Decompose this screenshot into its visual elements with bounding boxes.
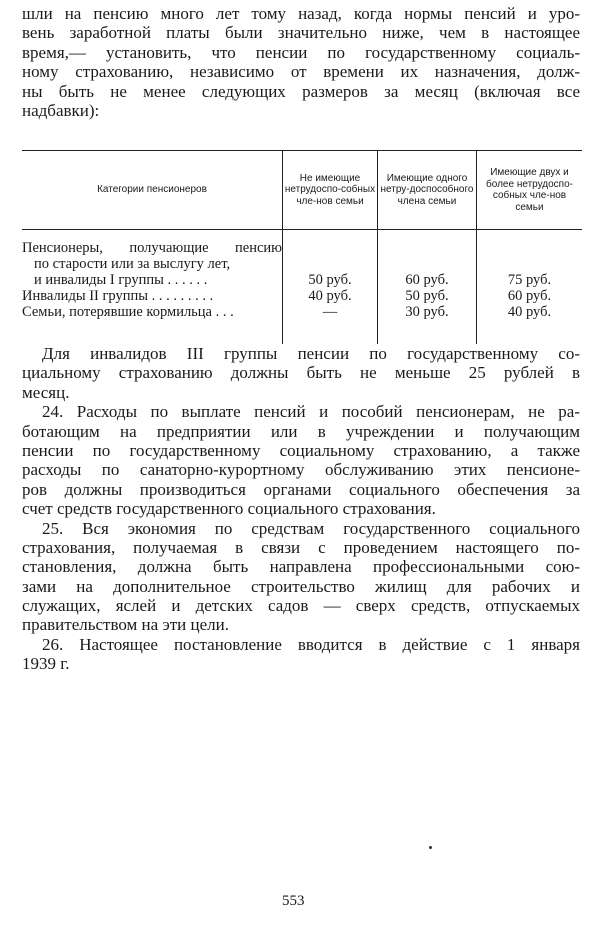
value-column-2	[378, 230, 477, 345]
text-line: расходы по санаторно-курортному обслуживанию этих пенсионе-	[22, 460, 580, 480]
text-line: ботающим на предприятии или в учреждении и получающим	[22, 421, 580, 441]
text-line: ров должны производиться органами социального обеспечения за	[22, 479, 580, 499]
text-line: 1939 г.	[22, 654, 70, 674]
value-column-1	[283, 230, 378, 345]
pension-amount: 40 руб.	[507, 304, 552, 320]
text-line: ны быть не менее следующих размеров за месяц (включая все	[22, 81, 580, 101]
text-line: становления, должна быть направлена профессиональными сою-	[22, 557, 580, 577]
table-body-row	[22, 230, 582, 345]
text-line: служащих, яслей и детских садов — сверх средств, отпускаемых	[22, 596, 580, 616]
pension-amount: 60 руб.	[507, 288, 552, 304]
pension-amount: 40 руб.	[308, 288, 352, 304]
category-line: и инвалиды I группы . . . . . .	[34, 272, 208, 288]
intro-paragraph	[22, 4, 580, 120]
pension-amount: 30 руб.	[405, 304, 449, 320]
print-speck	[429, 846, 432, 849]
value-column-3	[477, 230, 583, 345]
text-line: месяц.	[22, 382, 70, 402]
text-line: 26. Настоящее постановление вводится в действие с 1 января	[42, 634, 580, 654]
category-line: Семьи, потерявшие кормильца . . .	[22, 304, 234, 320]
pension-amount: —	[322, 304, 338, 320]
text-line: время,— установить, что пенсии по государственному социаль-	[22, 42, 580, 62]
header-category: Категории пенсионеров	[22, 151, 283, 230]
category-cell	[22, 230, 283, 345]
header-one-dependent: Имеющие одного нетру-доспособного члена семьи	[378, 151, 477, 230]
text-line: вень заработной платы были значительно ниже, чем в настоящее	[22, 23, 580, 43]
text-line: шли на пенсию много лет тому назад, когда нормы пенсий и уро-	[22, 4, 580, 23]
text-line: 25. Вся экономия по средствам государственного социального	[42, 518, 580, 538]
text-line: страхования, получаемая в связи с проведением настоящего по-	[22, 537, 580, 557]
body-paragraphs	[22, 344, 580, 674]
text-line: циальному страхованию должны быть не меньше 25 рублей в	[22, 363, 580, 383]
text-line: ному страхованию, независимо от времени их назначения, долж-	[22, 62, 580, 82]
pension-amount: 75 руб.	[507, 272, 552, 288]
pension-amount: 50 руб.	[405, 288, 449, 304]
pension-table	[22, 150, 582, 344]
text-line: Для инвалидов III группы пенсии по государственному со-	[42, 344, 580, 363]
category-line: по старости или за выслугу лет,	[34, 256, 231, 272]
text-line: 24. Расходы по выплате пенсий и пособий пенсионерам, не ра-	[42, 402, 580, 422]
header-two-plus-dependents: Имеющие двух и более нетрудоспо-собных чле-нов семьи	[477, 151, 583, 230]
header-no-dependents: Не имеющие нетрудоспо-собных чле-нов семьи	[283, 151, 378, 230]
pension-amount: 60 руб.	[405, 272, 449, 288]
page-number: 553	[282, 893, 305, 909]
category-line: Инвалиды II группы . . . . . . . . .	[22, 288, 214, 304]
category-line: Пенсионеры, получающие пенсию	[22, 240, 282, 256]
text-line: зами на дополнительное строительство жилищ для рабочих и	[22, 576, 580, 596]
pension-amount: 50 руб.	[308, 272, 352, 288]
text-line: правительством на эти цели.	[22, 615, 229, 635]
text-line: пенсии по государственному социальному страхованию, а также	[22, 440, 580, 460]
text-line: надбавки):	[22, 100, 100, 120]
table-header-row	[22, 151, 582, 230]
text-line: счет средств государственного социального страхования.	[22, 499, 436, 519]
